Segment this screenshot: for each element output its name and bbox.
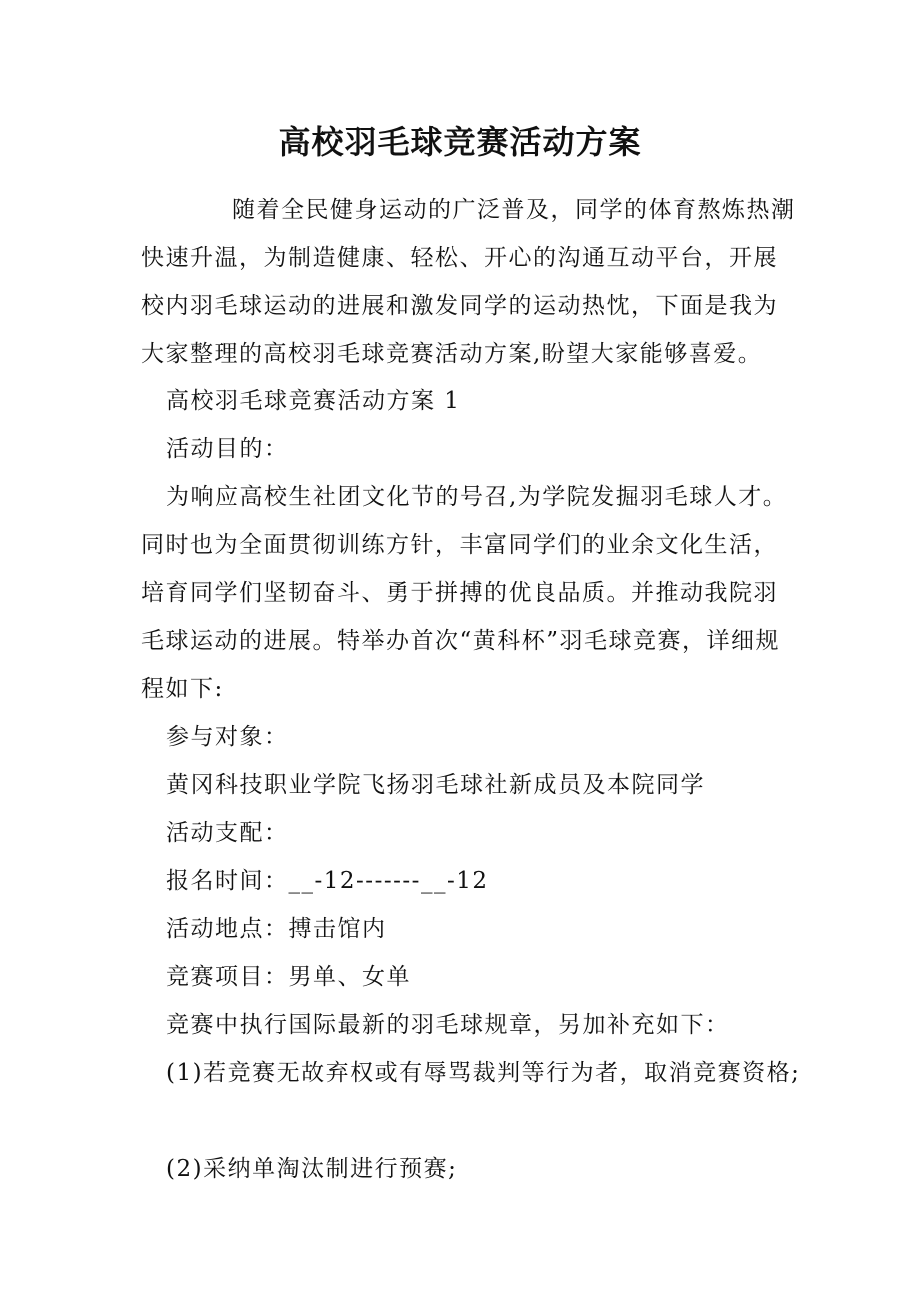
registration-time: 报名时间：__-12-------__-12 xyxy=(166,868,489,894)
label-arrangement: 活动支配： xyxy=(166,820,289,846)
activity-location: 活动地点：搏击馆内 xyxy=(166,916,387,942)
label-activity-purpose: 活动目的： xyxy=(166,436,289,462)
document-title: 高校羽毛球竞赛活动方案 xyxy=(278,123,642,161)
section-heading: 高校羽毛球竞赛活动方案 1 xyxy=(166,388,461,414)
competition-events: 竞赛项目：男单、女单 xyxy=(166,964,411,990)
rule-item-1: (1)若竞赛无故弃权或有辱骂裁判等行为者，取消竞赛资格; xyxy=(166,1060,801,1086)
rules-intro: 竞赛中执行国际最新的羽毛球规章，另加补充如下： xyxy=(166,1012,730,1038)
intro-paragraph: 随着全民健身运动的广泛普及，同学的体育熬炼热潮快速升温，为制造健康、轻松、开心的沟通互动平台，开展校内羽毛球运动的进展和激发同学的运动热忱，下面是我为大家整理的高校羽毛球竞赛活动方案,盼望大家能够喜爱。 xyxy=(141,197,796,367)
label-participants: 参与对象： xyxy=(166,724,289,750)
purpose-paragraph: 为响应高校生社团文化节的号召,为学院发掘羽毛球人才。同时也为全面贯彻训练方针，丰富同学们的业余文化生活，培育同学们坚韧奋斗、勇于拼搏的优良品质。并推动我院羽毛球运动的进展。特举办首次“黄科杯”羽毛球竞赛，详细规程如下: xyxy=(141,484,788,702)
participants-text: 黄冈科技职业学院飞扬羽毛球社新成员及本院同学 xyxy=(166,772,705,798)
rule-item-2: (2)采纳单淘汰制进行预赛; xyxy=(166,1156,458,1182)
